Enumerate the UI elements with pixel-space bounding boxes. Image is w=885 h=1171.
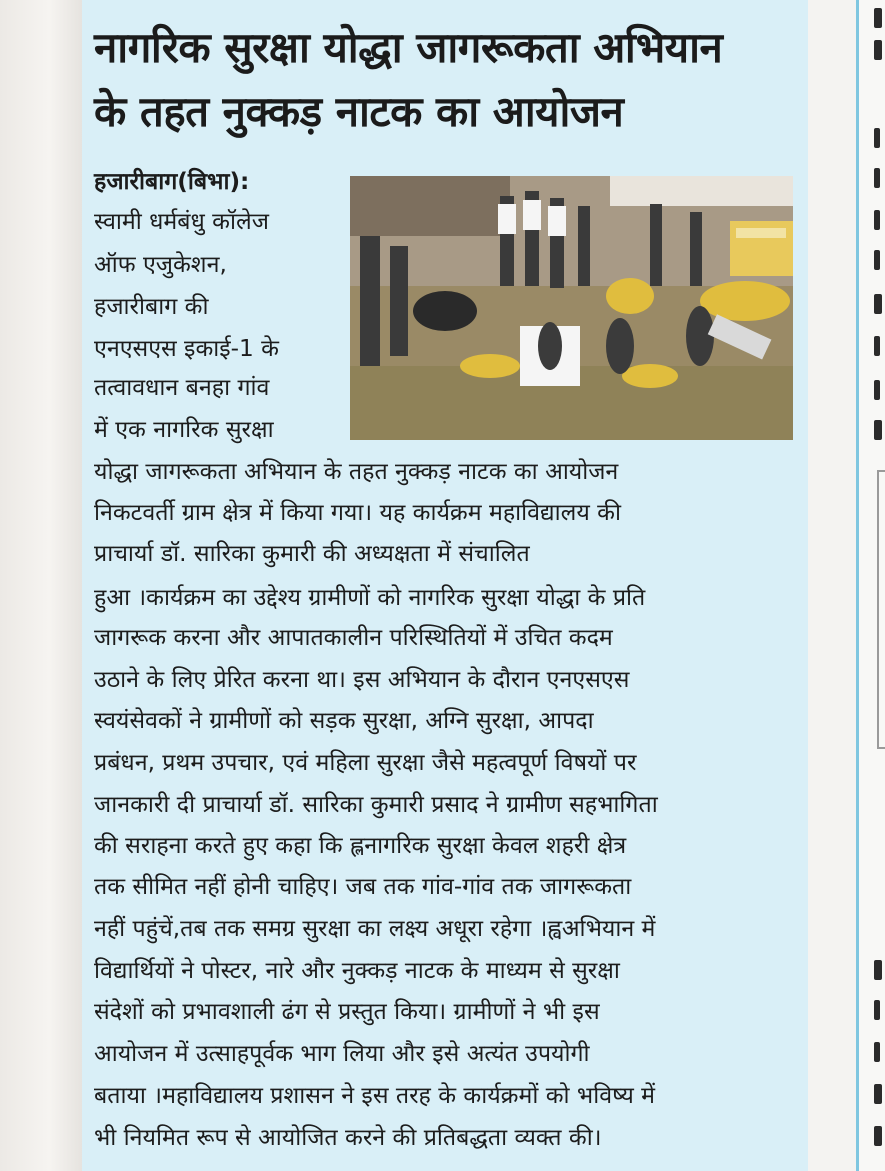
body-line-11: जागरूक करना और आपातकालीन परिस्थितियों में उचित कदम bbox=[94, 624, 613, 651]
event-photo bbox=[350, 176, 793, 440]
body-line-2: ऑफ एजुकेशन, bbox=[94, 251, 227, 278]
body-line-14: प्रबंधन, प्रथम उपचार, एवं महिला सुरक्षा जैसे महत्वपूर्ण विषयों पर bbox=[94, 749, 637, 776]
body-line-23: भी नियमित रूप से आयोजित करने की प्रतिबद्धता व्यक्त की। bbox=[94, 1124, 602, 1151]
body-line-15: जानकारी दी प्राचार्या डॉ. सारिका कुमारी प्रसाद ने ग्रामीण सहभागिता bbox=[94, 791, 658, 818]
page-gutter bbox=[808, 0, 856, 1171]
body-line-8: निकटवर्ती ग्राम क्षेत्र में किया गया। यह कार्यक्रम महाविद्यालय की bbox=[94, 499, 621, 526]
headline-line-1: नागरिक सुरक्षा योद्धा जागरूकता अभियान bbox=[94, 23, 723, 72]
body-line-3: हजारीबाग की bbox=[94, 293, 209, 320]
body-line-16: की सराहना करते हुए कहा कि ह्लनागरिक सुरक्षा केवल शहरी क्षेत्र bbox=[94, 832, 627, 859]
body-line-10: हुआ ।कार्यक्रम का उद्देश्य ग्रामीणों को नागरिक सुरक्षा योद्धा के प्रति bbox=[94, 584, 646, 611]
headline-line-2: के तहत नुक्कड़ नाटक का आयोजन bbox=[94, 87, 624, 136]
body-line-5: तत्वावधान बनहा गांव bbox=[94, 374, 270, 401]
body-line-1: स्वामी धर्मबंधु कॉलेज bbox=[94, 208, 269, 235]
dateline: हजारीबाग(बिभा): bbox=[94, 168, 250, 195]
body-line-17: तक सीमित नहीं होनी चाहिए। जब तक गांव-गांव तक जागरूकता bbox=[94, 873, 632, 900]
body-line-7: योद्धा जागरूकता अभियान के तहत नुक्कड़ नाटक का आयोजन bbox=[94, 458, 619, 485]
body-line-18: नहीं पहुंचें,तब तक समग्र सुरक्षा का लक्ष्य अधूरा रहेगा ।ह्वअभियान में bbox=[94, 915, 656, 942]
body-line-20: संदेशों को प्रभावशाली ढंग से प्रस्तुत किया। ग्रामीणों ने भी इस bbox=[94, 998, 600, 1025]
body-line-9: प्राचार्या डॉ. सारिका कुमारी की अध्यक्षता में संचालित bbox=[94, 540, 530, 567]
body-line-4: एनएसएस इकाई-1 के bbox=[94, 335, 279, 362]
body-line-22: बताया ।महाविद्यालय प्रशासन ने इस तरह के कार्यक्रमों को भविष्य में bbox=[94, 1082, 656, 1109]
next-column-fragment bbox=[859, 0, 885, 1171]
body-line-12: उठाने के लिए प्रेरित करना था। इस अभियान के दौरान एनएसएस bbox=[94, 666, 630, 693]
adjacent-page-edge bbox=[0, 0, 82, 1171]
body-line-6: में एक नागरिक सुरक्षा bbox=[94, 416, 274, 443]
body-line-19: विद्यार्थियों ने पोस्टर, नारे और नुक्कड़ नाटक के माध्यम से सुरक्षा bbox=[94, 957, 620, 984]
article-headline bbox=[94, 16, 794, 144]
body-line-13: स्वयंसेवकों ने ग्रामीणों को सड़क सुरक्षा, अग्नि सुरक्षा, आपदा bbox=[94, 707, 594, 734]
body-line-21: आयोजन में उत्साहपूर्वक भाग लिया और इसे अत्यंत उपयोगी bbox=[94, 1040, 590, 1067]
